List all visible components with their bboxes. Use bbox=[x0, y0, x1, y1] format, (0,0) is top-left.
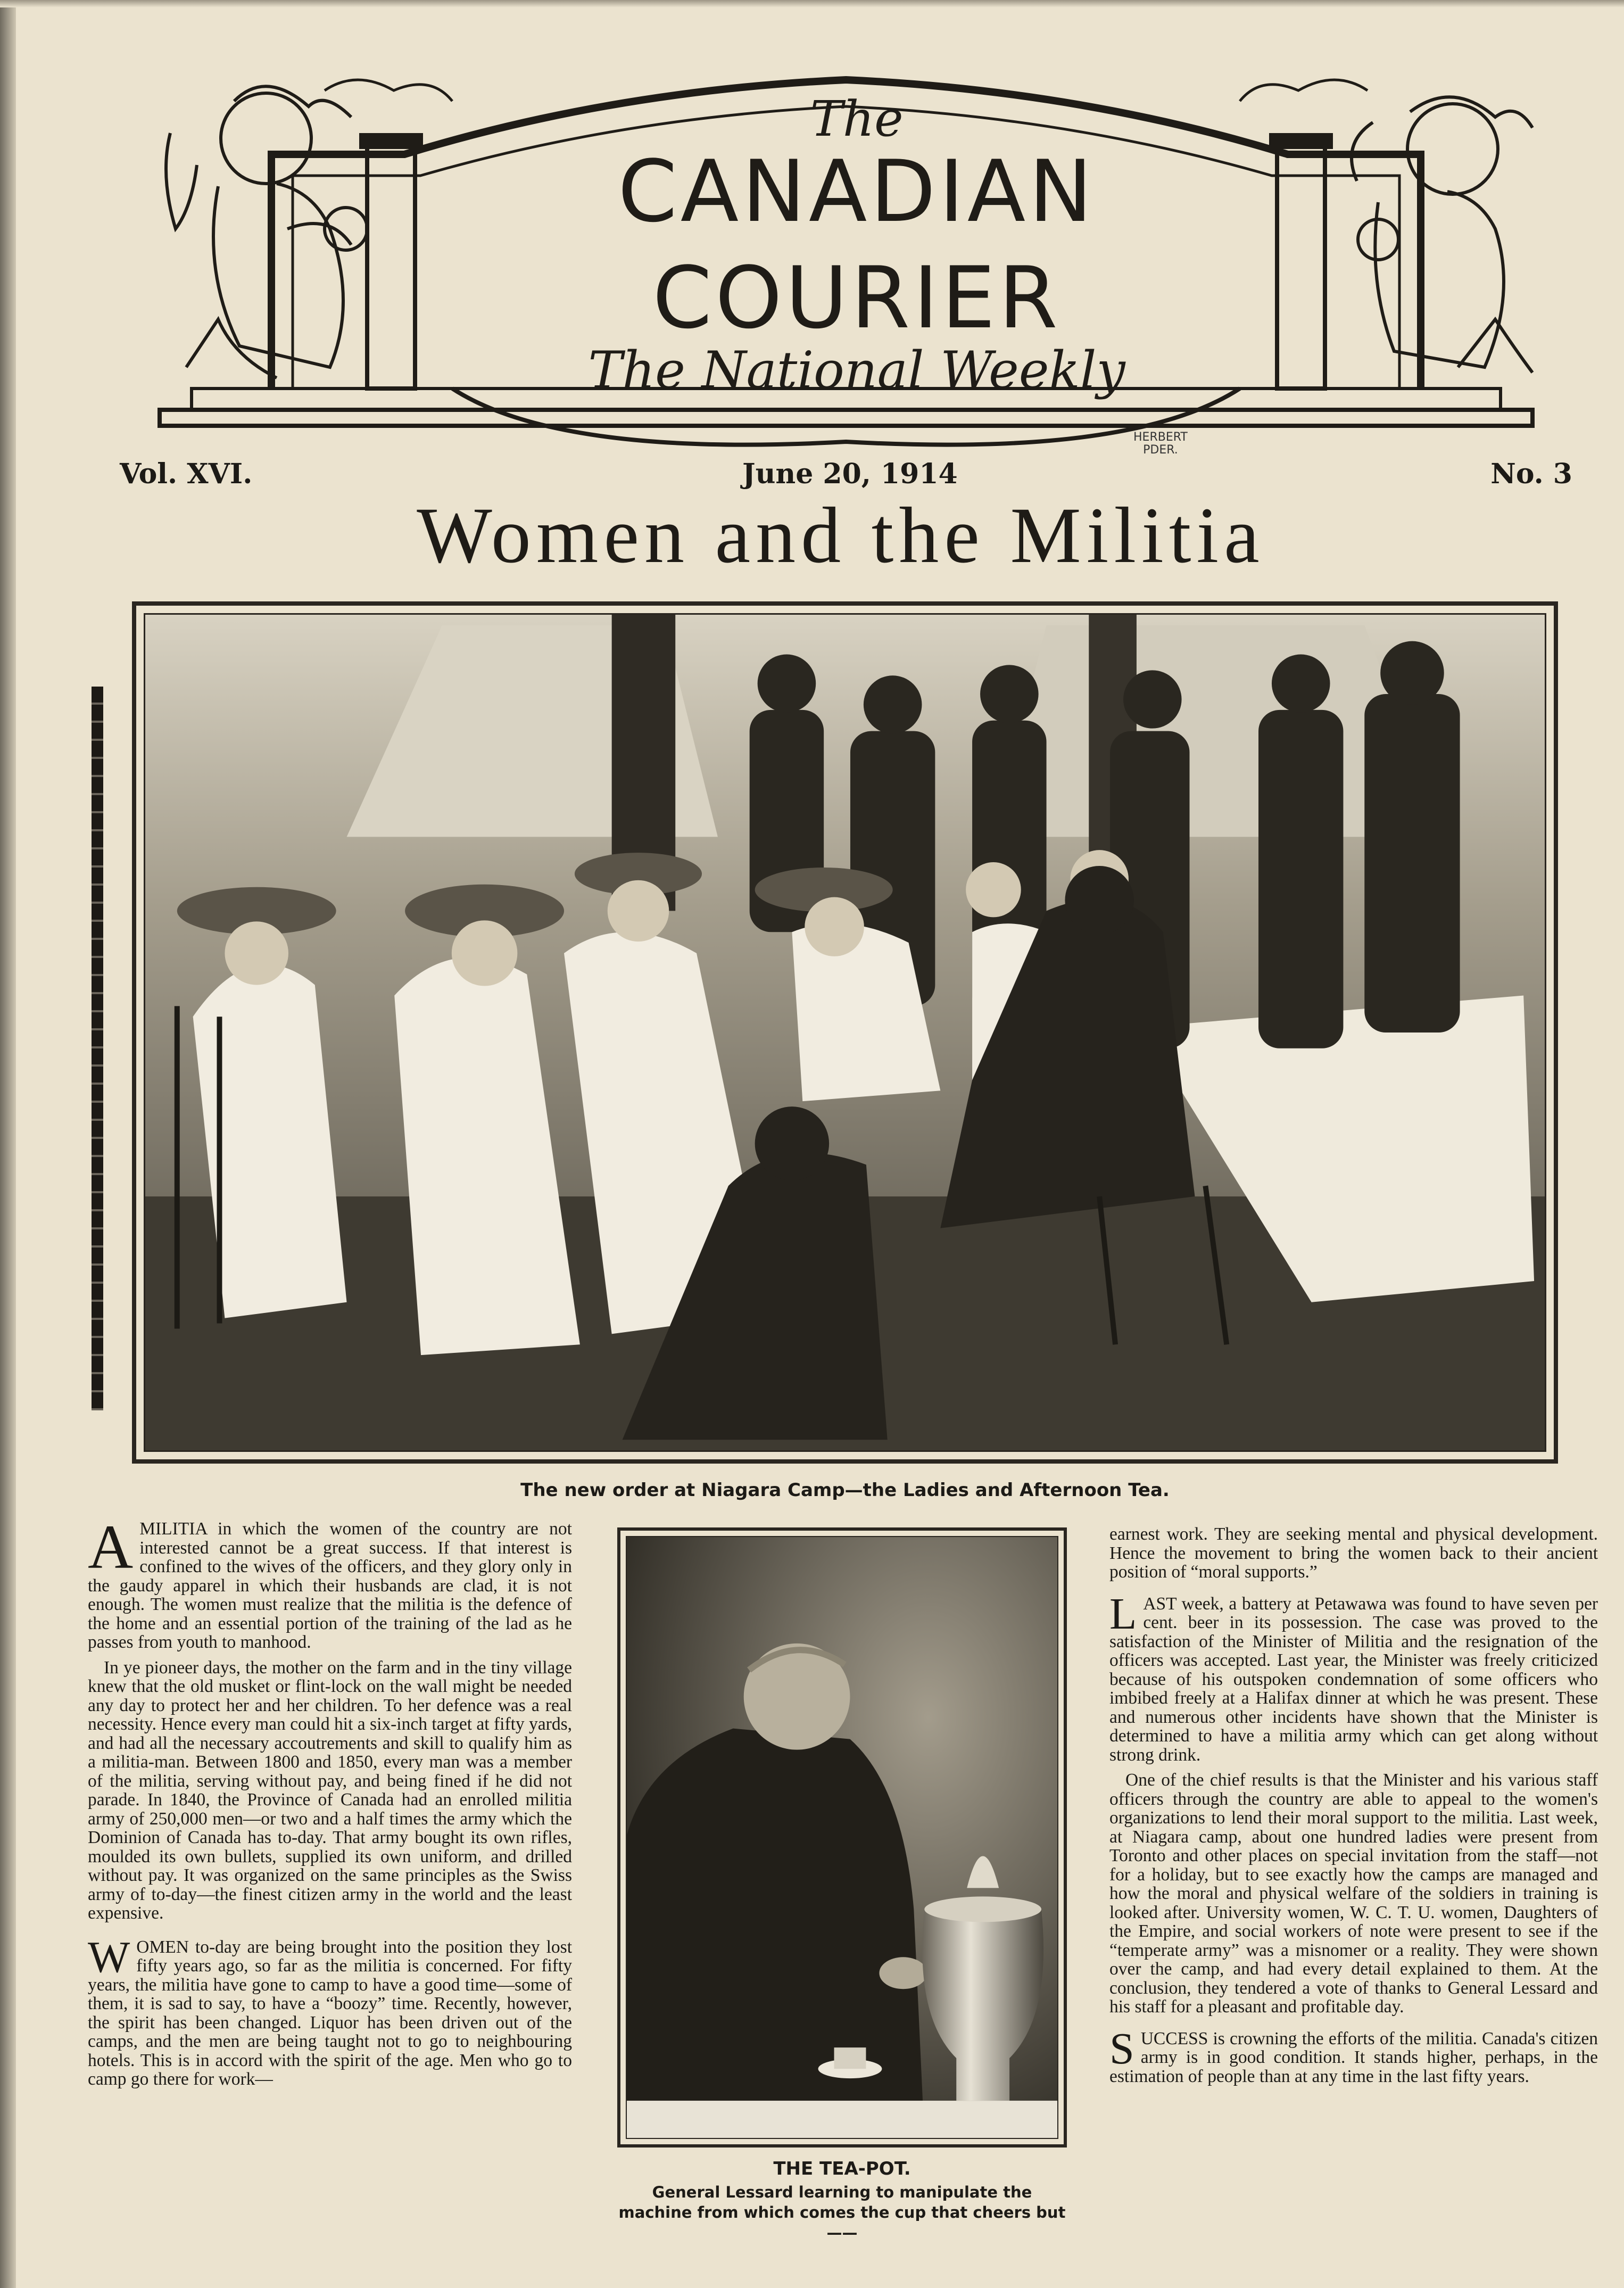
page-top-edge bbox=[0, 0, 1624, 7]
left-paragraph-3 bbox=[88, 1932, 572, 2089]
right-paragraph-4 bbox=[1109, 2023, 1598, 2086]
headline: Women and the Militia bbox=[417, 491, 1265, 580]
right-paragraph-2 bbox=[1109, 1589, 1598, 1765]
teapot-caption: General Lessard learning to manipulate the machine from which comes the cup that cheers but—— bbox=[618, 2183, 1066, 2242]
right-paragraph-4-text: UCCESS is crowning the efforts of the militia. Canada's citizen army is in good condition. It stands higher, perhaps, in the estimation of people than at any time in the last fifty years. bbox=[1109, 2028, 1598, 2086]
issue-date: June 20, 1914 bbox=[742, 458, 958, 490]
masthead bbox=[154, 69, 1538, 463]
teapot-photo-frame bbox=[617, 1527, 1067, 2147]
dropcap-l: L bbox=[1109, 1589, 1137, 1639]
left-paragraph-3-text: OMEN to-day are being brought into the position they lost fifty years ago, so far as the militia is concerned. For fifty years, the militia have gone to camp to have a good time—some of them, it is sad to say, to have a “boozy” time. Recently, however, the spirit has been changed. Liquor has been driven out of the camps, and the men are being taught not to go to neighbouring hotels. This is in accord with the spirit of the age. Men who go to camp go there for work— bbox=[88, 1937, 572, 2089]
right-paragraph-1: earnest work. They are seeking mental and physical development. Hence the movement to bring the women back to their ancient position of “moral supports.” bbox=[1109, 1524, 1598, 1582]
right-cherub-illustration bbox=[1352, 97, 1532, 373]
main-photo-image bbox=[145, 615, 1545, 1450]
masthead-title-line1: CANADIAN bbox=[618, 142, 1096, 241]
artist-signature-line2: PDER. bbox=[1143, 443, 1178, 457]
article-right-column bbox=[1109, 1525, 1598, 2092]
artist-signature-line1: HERBERT bbox=[1133, 431, 1188, 444]
dropcap-s: S bbox=[1109, 2023, 1134, 2074]
masthead-the: The bbox=[810, 90, 904, 147]
right-paragraph-3: One of the chief results is that the Minister and his various staff officers through the country are able to appeal to the women's organizations to lend their moral support to the militia. Last week, at Niagara camp, about one hundred ladies were present from Toronto and other places on special invitation from the staff—not for a holiday, but to see exactly how the camps are managed and how the moral and physical welfare of the soldiers in training is looked after. University women, W. C. T. U. women, Daughters of the Empire, and social workers of note were present to see if the “temperate army” was a misnomer or a reality. They were shown over the camp, and had every detail explained to them. At the conclusion, they tendered a vote of thanks to General Lessard and his staff for a pleasant and profitable day. bbox=[1109, 1770, 1598, 2017]
left-paragraph-2: In ye pioneer days, the mother on the farm and in the tiny village knew that the old musket or flint-lock on the wall might be needed any day to protect her and her children. To her defence was a real necessity. Hence every man could hit a six-inch target at fifty yards, and had all the necessary accoutrements and skill to qualify him as a militia-man. Between 1800 and 1850, every man was a member of the militia, serving without pay, and being fined if he did not parade. In 1840, the Province of Canada had an enrolled militia army of 250,000 men—or two and a half times the army which the Dominion of Canada has to-day. That army bought its own rifles, moulded its own bullets, supplied its own uniform, and drilled without pay. It was organized on the same principles as the Swiss army of to-day—the finest citizen army in the world and the least expensive. bbox=[88, 1657, 572, 1923]
article-left-column bbox=[88, 1512, 572, 2095]
main-photo-caption: The new order at Niagara Camp—the Ladies and Afternoon Tea. bbox=[520, 1480, 1170, 1501]
masthead-title bbox=[463, 138, 1250, 351]
teapot-photo-image bbox=[627, 1537, 1057, 2138]
main-photo-frame bbox=[132, 601, 1558, 1464]
teapot-caption-title: THE TEA-POT. bbox=[773, 2158, 911, 2179]
volume-label: Vol. XVI. bbox=[120, 458, 253, 490]
left-paragraph-1 bbox=[88, 1512, 572, 1652]
page-binding-edge bbox=[0, 0, 16, 2288]
left-paragraph-1-text: MILITIA in which the women of the country are not interested cannot be a great success. If that interest is confined to the wives of the officers, and they glory only in the gaudy apparel in which their husbands are clad, it is not enough. The women must realize that the militia is the defence of the home and an essential portion of the training of the lad as he passes from youth to manhood. bbox=[88, 1519, 572, 1652]
right-paragraph-2-text: AST week, a battery at Petawawa was found to have seven per cent. beer in its possession. The case was proved to the satisfaction of the Minister of Militia and the resignation of the officers was accepted. Last year, the Minister was freely criticized because of his outspoken condemnation of some officers who imbibed freely at a Halifax dinner at which he was present. These and numerous other incidents have shown that the Minister is determined to have a militia army which can get along without strong drink. bbox=[1109, 1593, 1598, 1765]
left-cherub-illustration bbox=[166, 86, 367, 378]
dropcap-w: W bbox=[88, 1932, 130, 1982]
artist-signature bbox=[1133, 431, 1188, 457]
margin-bar bbox=[92, 687, 103, 1410]
masthead-tagline: The National Weekly bbox=[588, 341, 1125, 400]
issue-number: No. 3 bbox=[1490, 458, 1572, 490]
main-photo bbox=[144, 613, 1546, 1452]
teapot-photo bbox=[626, 1536, 1058, 2139]
masthead-title-line2: COURIER bbox=[652, 248, 1061, 348]
dropcap-a: A bbox=[88, 1512, 134, 1582]
